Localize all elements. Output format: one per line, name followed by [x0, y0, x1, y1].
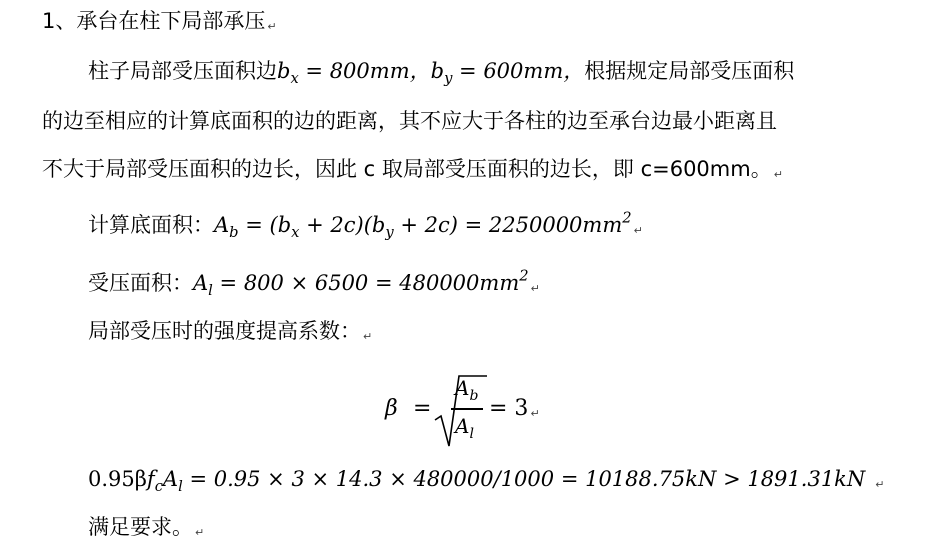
- heading-number: 1、: [42, 9, 77, 33]
- paragraph-line-2: [42, 106, 777, 136]
- paragraph-mark-icon: ↵: [773, 168, 783, 181]
- text-segment: 不大于局部受压面积的边长，因此 c 取局部受压面积的边长，即 c=600mm。: [42, 157, 772, 181]
- calc-area-label: 计算底面积：: [88, 213, 214, 237]
- paragraph-line-3: [42, 154, 783, 190]
- calc-expr-2: + 2c)(b: [299, 213, 386, 237]
- paragraph-mark-icon: ↵: [195, 526, 205, 539]
- section-heading: [42, 6, 277, 42]
- fc-symbol: $f_c$: [146, 467, 163, 496]
- coefficient-label-line: [88, 316, 372, 352]
- calc-area-line: [88, 210, 643, 246]
- paragraph-mark-icon: ↵: [530, 282, 540, 295]
- superscript: 2: [622, 209, 632, 227]
- paragraph-mark-icon: ↵: [530, 407, 540, 420]
- pressure-area-line: [88, 268, 540, 304]
- check-prefix: 0.95β: [88, 467, 147, 491]
- beta-formula: [385, 372, 585, 452]
- paragraph-mark-icon: ↵: [633, 224, 643, 237]
- text-segment: 柱子局部受压面积边: [88, 59, 277, 83]
- al-symbol: $A_l$: [193, 271, 213, 300]
- beta-symbol: β: [385, 396, 398, 421]
- check-line: [88, 464, 885, 500]
- paragraph-mark-icon: ↵: [363, 330, 373, 343]
- calc-expr-3: + 2c) = 2250000mm: [393, 213, 623, 237]
- check-expr: = 0.95 × 3 × 14.3 × 480000/1000 = 10188.75kN > 1891.31kN: [182, 467, 866, 491]
- paragraph-mark-icon: ↵: [267, 20, 277, 33]
- by-symbol: $b_y$: [430, 59, 453, 88]
- equals-sign: =: [413, 396, 432, 421]
- beta-result: = 3 ↵: [489, 396, 540, 421]
- text-segment: 根据规定局部受压面积: [584, 59, 795, 83]
- text-segment: 的边至相应的计算底面积的边的距离，其不应大于各柱的边至承台边最小距离且: [42, 109, 777, 133]
- conclusion-text: 满足要求。: [88, 515, 193, 539]
- pressure-expr: = 800 × 6500 = 480000mm: [212, 271, 520, 295]
- paragraph-line-1: [88, 56, 794, 86]
- calc-expr-1: = (b: [238, 213, 292, 237]
- fraction-bar: [451, 408, 483, 410]
- bx-value: = 800mm，: [298, 59, 431, 83]
- fraction-denominator: $A_l$: [455, 414, 474, 442]
- bx-symbol: $b_x$: [277, 59, 299, 88]
- ab-symbol: $A_b$: [214, 213, 239, 242]
- fraction-numerator: $A_b$: [455, 376, 479, 404]
- coefficient-label: 局部受压时的强度提高系数：: [88, 319, 361, 343]
- heading-title: 承台在柱下局部承压: [76, 9, 266, 33]
- conclusion-line: [88, 512, 204, 548]
- paragraph-mark-icon: ↵: [875, 478, 885, 491]
- superscript: 2: [519, 267, 529, 285]
- bx-sub: x: [291, 224, 300, 242]
- al-symbol: $A_l$: [162, 467, 183, 496]
- pressure-area-label: 受压面积：: [88, 271, 193, 295]
- by-value: = 600mm，: [452, 59, 585, 83]
- by-sub: y: [385, 224, 394, 242]
